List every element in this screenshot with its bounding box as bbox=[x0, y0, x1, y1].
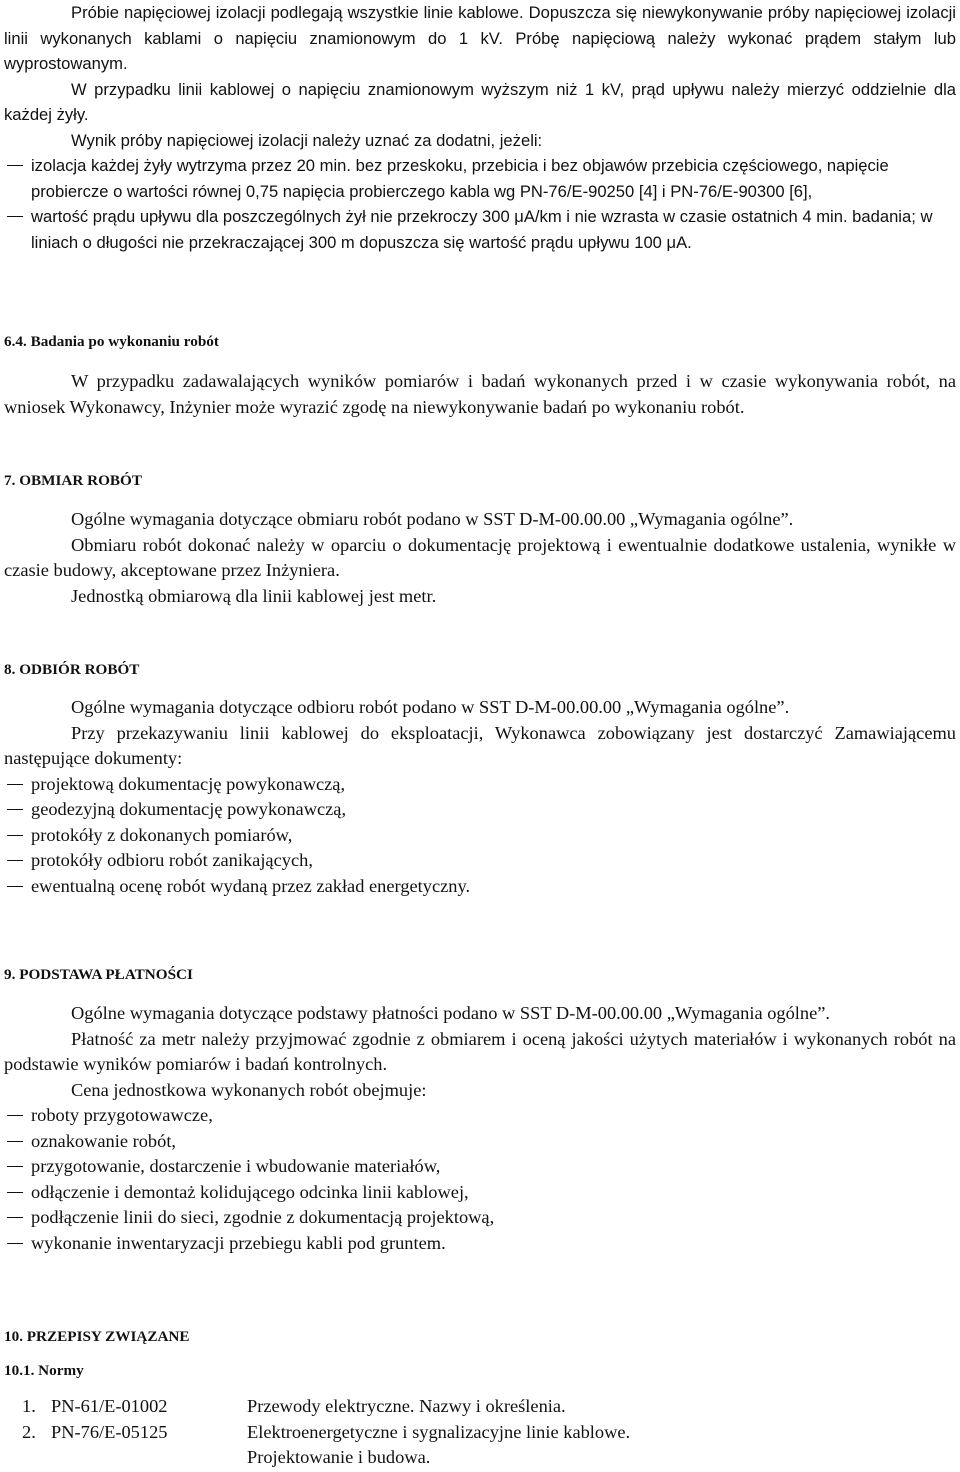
section-10-title: 10. PRZEPISY ZWIĄZANE bbox=[4, 1328, 190, 1345]
section-9-bullet-6 bbox=[4, 1231, 956, 1257]
section-6-4-paragraph-1: W przypadku zadawalających wyników pomiarów i badań wykonanych przed i w czasie wykonywania robót, na wniosek Wykonawcy, Inżynier może wyrazić zgodę na niewykonywanie badań po wykonaniu robót. bbox=[4, 371, 956, 417]
section-7-paragraph-1: Ogólne wymagania dotyczące obmiaru robót podano w SST D-M-00.00.00 „Wymagania ogólne”. bbox=[71, 509, 794, 529]
section-8-title: 8. ODBIÓR ROBÓT bbox=[4, 661, 140, 678]
section-8-bullet-4-text: protokóły odbioru robót zanikających, bbox=[31, 850, 313, 870]
intro-paragraph-1: Próbie napięciowej izolacji podlegają wszystkie linie kablowe. Dopuszcza się niewykonywanie próby napięciowej izolacji linii wykonanych kablami o napięciu znamionowym do 1 kV. Próbę napięciową należy wykonać prądem stałym lub wyprostowanym. bbox=[4, 3, 956, 73]
section-8-bullet-4 bbox=[4, 848, 956, 874]
section-9-title: 9. PODSTAWA PŁATNOŚCI bbox=[4, 966, 193, 983]
norm-item bbox=[22, 1394, 722, 1420]
section-9-bullet-2-text: oznakowanie robót, bbox=[31, 1130, 177, 1151]
section-9-bullet-6-text: wykonanie inwentaryzacji przebiegu kabli pod gruntem. bbox=[31, 1232, 446, 1253]
intro-block bbox=[4, 0, 956, 255]
section-8-paragraph-1: Ogólne wymagania dotyczące odbioru robót podano w SST D-M-00.00.00 „Wymagania ogólne”. bbox=[71, 697, 790, 717]
norm-item bbox=[22, 1420, 722, 1471]
section-7-paragraph-3: Jednostką obmiarową dla linii kablowej jest metr. bbox=[71, 585, 437, 606]
section-9-bullet-5 bbox=[4, 1205, 956, 1231]
section-8-bullet-1 bbox=[4, 772, 956, 798]
section-9-bullet-2 bbox=[4, 1129, 956, 1155]
section-9-bullet-1-text: roboty przygotowawcze, bbox=[31, 1105, 213, 1125]
intro-bullet-1 bbox=[4, 153, 956, 204]
norm-code: PN-76/E-05125 bbox=[51, 1421, 168, 1442]
section-8-bullet-5-text: ewentualną ocenę robót wydaną przez zakład energetyczny. bbox=[31, 875, 471, 896]
section-6-4-title: 6.4. Badania po wykonaniu robót bbox=[4, 333, 219, 350]
section-7-title: 7. OBMIAR ROBÓT bbox=[4, 472, 142, 489]
section-8-bullet-3-text: protokóły z dokonanych pomiarów, bbox=[31, 824, 293, 845]
section-8-body bbox=[4, 695, 956, 899]
section-6-4-body bbox=[4, 369, 956, 420]
norms-list bbox=[22, 1394, 722, 1471]
section-8-bullet-2 bbox=[4, 797, 956, 823]
section-8-bullet-5 bbox=[4, 874, 956, 900]
section-9-paragraph-3: Cena jednostkowa wykonanych robót obejmuje: bbox=[71, 1079, 427, 1100]
section-10-1-title: 10.1. Normy bbox=[4, 1362, 84, 1379]
section-8-paragraph-2: Przy przekazywaniu linii kablowej do eksploatacji, Wykonawca zobowiązany jest dostarczyć Zamawiającemu następujące dokumenty: bbox=[4, 722, 956, 768]
section-9-bullet-1 bbox=[4, 1103, 956, 1129]
intro-paragraph-2: W przypadku linii kablowej o napięciu znamionowym wyższym niż 1 kV, prąd upływu należy mierzyć oddzielnie dla każdej żyły. bbox=[4, 79, 956, 124]
section-9-paragraph-2: Płatność za metr należy przyjmować zgodnie z obmiarem i oceną jakości użytych materiałów i wykonanych robót na podstawie wyników pomiarów i badań kontrolnych. bbox=[4, 1028, 956, 1074]
section-9-paragraph-1: Ogólne wymagania dotyczące podstawy płatności podano w SST D-M-00.00.00 „Wymagania ogólne”. bbox=[71, 1003, 831, 1023]
intro-bullet-2-text: wartość prądu upływu dla poszczególnych żył nie przekroczy 300 μA/km i nie wzrasta w czasie ostatnich 4 min. badania; w liniach o długości nie przekraczającej 300 m dopuszcza się wartość prądu upływu 100 μA. bbox=[31, 207, 933, 252]
intro-bullet-1-text: izolacja każdej żyły wytrzyma przez 20 min. bez przeskoku, przebicia i bez objawów przebicia częściowego, napięcie probiercze o wartości równej 0,75 napięcia probierczego kabla wg PN-76/E-90250 [4] i PN-76/E-90300 [6], bbox=[31, 156, 889, 201]
section-7-body bbox=[4, 507, 956, 609]
norm-code: PN-61/E-01002 bbox=[51, 1396, 168, 1416]
norm-description: Przewody elektryczne. Nazwy i określenia. bbox=[247, 1396, 566, 1416]
section-7-paragraph-2: Obmiaru robót dokonać należy w oparciu o dokumentację projektową i ewentualnie dodatkowe ustalenia, wynikłe w czasie budowy, akceptowane przez Inżyniera. bbox=[4, 534, 956, 580]
section-9-body bbox=[4, 1001, 956, 1256]
norm-number: 1. bbox=[22, 1396, 36, 1416]
section-8-bullet-1-text: projektową dokumentację powykonawczą, bbox=[31, 773, 346, 794]
intro-bullet-2 bbox=[4, 204, 956, 255]
section-9-bullet-4 bbox=[4, 1180, 956, 1206]
section-9-bullet-3 bbox=[4, 1154, 956, 1180]
section-9-bullet-4-text: odłączenie i demontaż kolidującego odcinka linii kablowej, bbox=[31, 1181, 469, 1202]
norm-description: Elektroenergetyczne i sygnalizacyjne linie kablowe. Projektowanie i budowa. bbox=[247, 1421, 631, 1467]
section-8-bullet-3 bbox=[4, 823, 956, 849]
section-8-bullet-2-text: geodezyjną dokumentację powykonawczą, bbox=[31, 799, 347, 819]
section-9-bullet-5-text: podłączenie linii do sieci, zgodnie z dokumentacją projektową, bbox=[31, 1207, 495, 1227]
section-9-bullet-3-text: przygotowanie, dostarczenie i wbudowanie materiałów, bbox=[31, 1156, 441, 1176]
norm-number: 2. bbox=[22, 1421, 36, 1442]
intro-paragraph-3: Wynik próby napięciowej izolacji należy uznać za dodatni, jeżeli: bbox=[71, 130, 543, 150]
